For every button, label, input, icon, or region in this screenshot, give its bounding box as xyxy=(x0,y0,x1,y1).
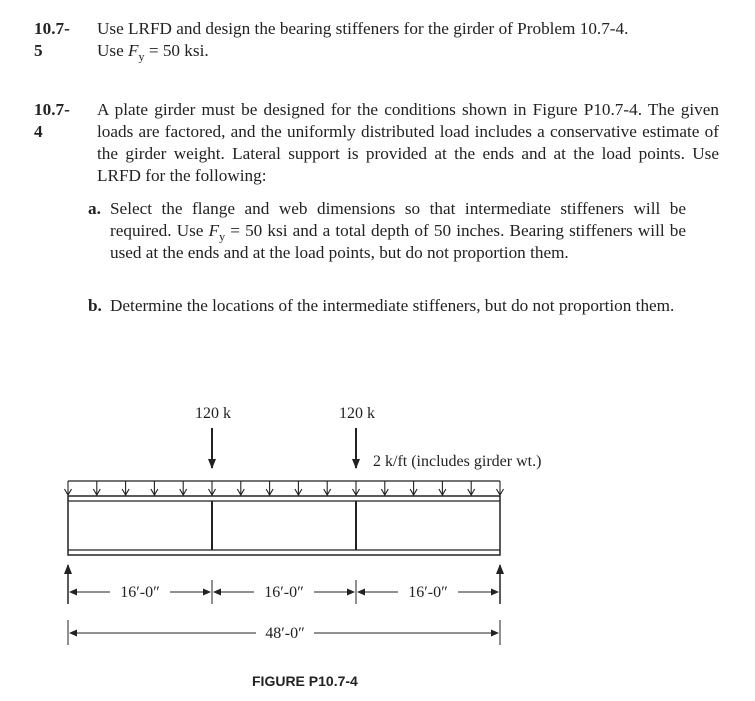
span-2-label: 16′-0″ xyxy=(264,584,304,601)
fy-subscript: y xyxy=(219,229,226,244)
figure-caption: FIGURE P10.7-4 xyxy=(252,673,358,689)
distributed-load-arrow xyxy=(353,481,360,495)
part-a-text-after: = 50 ksi and a total depth of 50 inches. Bearing stiffeners will be used at the ends and at the load points, but do not proportion them. xyxy=(110,221,686,262)
load-right-label: 120 k xyxy=(339,405,375,422)
span-1-label: 16′-0″ xyxy=(120,584,160,601)
distributed-load-arrow xyxy=(93,481,100,495)
distributed-load-arrow xyxy=(439,481,446,495)
distributed-load-arrow xyxy=(295,481,302,495)
distributed-load-arrow xyxy=(324,481,331,495)
part-a-text-before: Select the flange and web dimensions so that intermediate stiffeners will be required. Use xyxy=(110,199,686,240)
distributed-load-arrow xyxy=(410,481,417,495)
girder-outline xyxy=(68,496,500,555)
span-3-label: 16′-0″ xyxy=(408,584,448,601)
problem-line-1: Use LRFD and design the bearing stiffeners for the girder of Problem 10.7-4. xyxy=(97,19,629,38)
problem-text: A plate girder must be designed for the conditions shown in Figure P10.7-4. The given loads are factored, and the uniformly distributed load includes a conservative estimate of the girder weight. Lateral support is provided at the ends and at the load points. Use LRFD for the following: xyxy=(97,100,719,185)
fy-symbol: F xyxy=(208,221,220,240)
part-a-label: a. xyxy=(88,199,101,218)
distributed-load-arrow xyxy=(497,481,504,495)
line2-prefix: Use xyxy=(97,41,129,60)
distributed-load-label: 2 k/ft (includes girder wt.) xyxy=(373,453,542,470)
distributed-load-arrows xyxy=(65,481,504,495)
distributed-load-arrow xyxy=(122,481,129,495)
total-span-label: 48′-0″ xyxy=(265,625,305,642)
distributed-load-arrow xyxy=(266,481,273,495)
fy-symbol: F xyxy=(128,41,139,60)
distributed-load-arrow xyxy=(237,481,244,495)
distributed-load-arrow xyxy=(180,481,187,495)
fy-subscript: y xyxy=(138,49,145,64)
distributed-load-arrow xyxy=(65,481,72,495)
load-left-label: 120 k xyxy=(195,405,231,422)
problem-number: 10.7-5 xyxy=(34,19,70,60)
distributed-load-arrow xyxy=(151,481,158,495)
part-b-label: b. xyxy=(88,296,102,315)
part-b-text: Determine the locations of the intermediate stiffeners, but do not proportion them. xyxy=(110,296,675,315)
distributed-load-arrow xyxy=(209,481,216,495)
problem-number: 10.7-4 xyxy=(34,100,70,141)
distributed-load-arrow xyxy=(381,481,388,495)
line2-suffix: = 50 ksi. xyxy=(144,41,209,60)
distributed-load-arrow xyxy=(468,481,475,495)
